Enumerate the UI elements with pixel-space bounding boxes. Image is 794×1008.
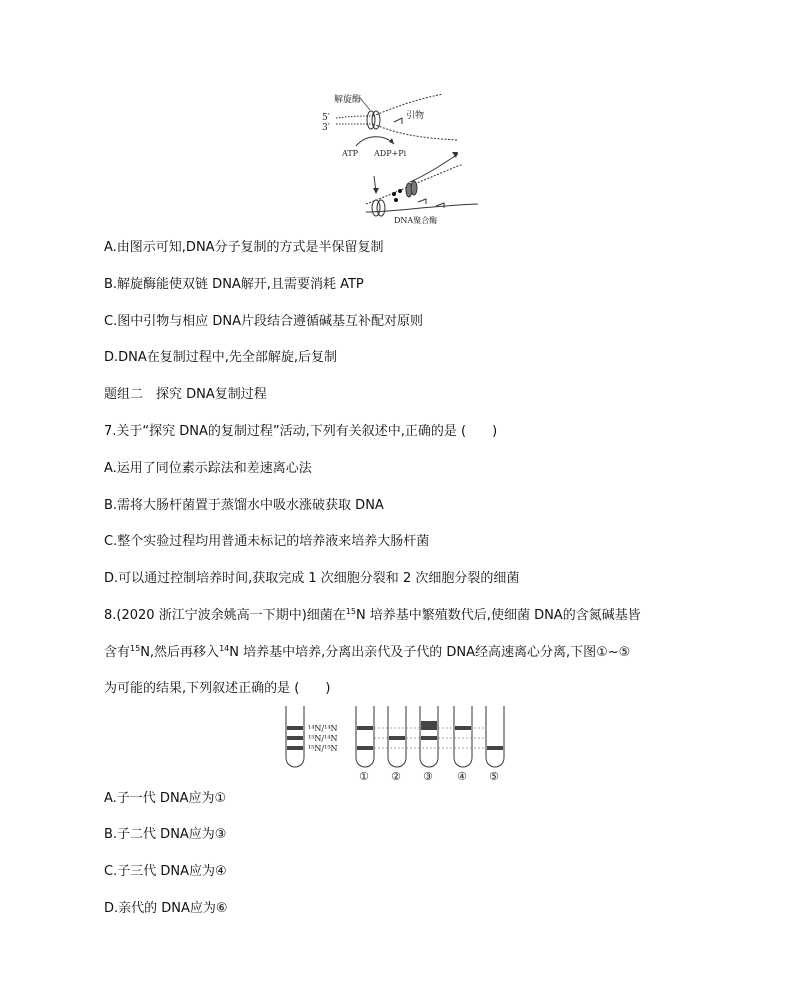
tube-label-5: ⑤	[489, 770, 499, 783]
tube-label-2: ②	[391, 770, 401, 783]
centrifuge-tubes-figure	[280, 704, 520, 784]
atp-label: ATP	[342, 149, 359, 158]
q8-line1-post: N 培养基中繁殖数代后,使细菌 DNA的含氮碱基皆	[355, 608, 641, 623]
q8-line2-pre: 含有	[104, 645, 131, 660]
polymerase-label: DNA聚合酶	[394, 216, 438, 225]
q8-line1-pre: 8.(2020 浙江宁波余姚高一下期中)细菌在	[104, 608, 346, 623]
q8-option-d: D.亲代的 DNA应为⑥	[104, 901, 228, 916]
q6-option-b: B.解旋酶能使双链 DNA解开,且需要消耗 ATP	[104, 277, 364, 292]
five-prime-label: 5′	[322, 113, 330, 123]
q8-sup-15: 15	[345, 607, 356, 616]
ref-band-14-14	[287, 726, 303, 730]
tube3-band-top	[421, 721, 437, 730]
ref-band-15-15	[287, 746, 303, 750]
tube5-band	[487, 746, 503, 750]
tube2-band	[389, 736, 405, 740]
primer-label: 引物	[406, 111, 425, 121]
q8-sup-15b: 15	[130, 644, 141, 653]
q6-option-c: C.图中引物与相应 DNA片段结合遵循碱基互补配对原则	[104, 314, 423, 329]
label-14-14: ¹⁴N/¹⁴N	[308, 724, 338, 733]
q8-stem-line3: 为可能的结果,下列叙述正确的是 ( )	[104, 681, 331, 696]
q8-stem-line1	[104, 607, 641, 625]
tube-label-1: ①	[359, 770, 369, 783]
tube-5	[486, 706, 504, 767]
q6-option-a: A.由图示可知,DNA分子复制的方式是半保留复制	[104, 240, 384, 255]
q8-sup-14: 14	[219, 644, 230, 653]
q7-option-d: D.可以通过控制培养时间,获取完成 1 次细胞分裂和 2 次细胞分裂的细菌	[104, 571, 520, 586]
tube4-band	[455, 726, 471, 730]
label-15-14: ¹⁵N/¹⁴N	[308, 734, 338, 743]
q7-stem: 7.关于“探究 DNA的复制过程”活动,下列有关叙述中,正确的是 ( )	[104, 424, 498, 439]
q8-option-a: A.子一代 DNA应为①	[104, 791, 227, 806]
q8-line2-post: N 培养基中培养,分离出亲代及子代的 DNA经高速离心分离,下图①~⑤	[229, 645, 631, 660]
label-15-15: ¹⁵N/¹⁵N	[308, 744, 338, 753]
q8-option-b: B.子二代 DNA应为③	[104, 827, 227, 842]
q7-option-b: B.需将大肠杆菌置于蒸馏水中吸水涨破获取 DNA	[104, 498, 384, 513]
q7-option-c: C.整个实验过程均用普通未标记的培养液来培养大肠杆菌	[104, 534, 430, 549]
section-title: 题组二 探究 DNA复制过程	[104, 387, 267, 402]
tube-label-4: ④	[457, 770, 467, 783]
helicase-label: 解旋酶	[334, 95, 362, 105]
tube1-band-bottom	[357, 746, 373, 750]
q8-option-c: C.子三代 DNA应为④	[104, 864, 227, 879]
tube-4	[454, 706, 472, 767]
adp-label: ADP+Pi	[374, 149, 407, 158]
dna-replication-diagram	[318, 86, 488, 226]
q6-option-d: D.DNA在复制过程中,先全部解旋,后复制	[104, 350, 338, 365]
q8-line2-mid: N,然后再移入	[140, 645, 220, 660]
tube1-band-top	[357, 726, 373, 730]
three-prime-label: 3′	[322, 123, 330, 133]
tube3-band-mid	[421, 736, 437, 740]
tube-label-3: ③	[423, 770, 433, 783]
q7-option-a: A.运用了同位素示踪法和差速离心法	[104, 461, 312, 476]
ref-band-15-14	[287, 736, 303, 740]
q8-stem-line2	[104, 644, 630, 662]
tube-1	[356, 706, 374, 767]
